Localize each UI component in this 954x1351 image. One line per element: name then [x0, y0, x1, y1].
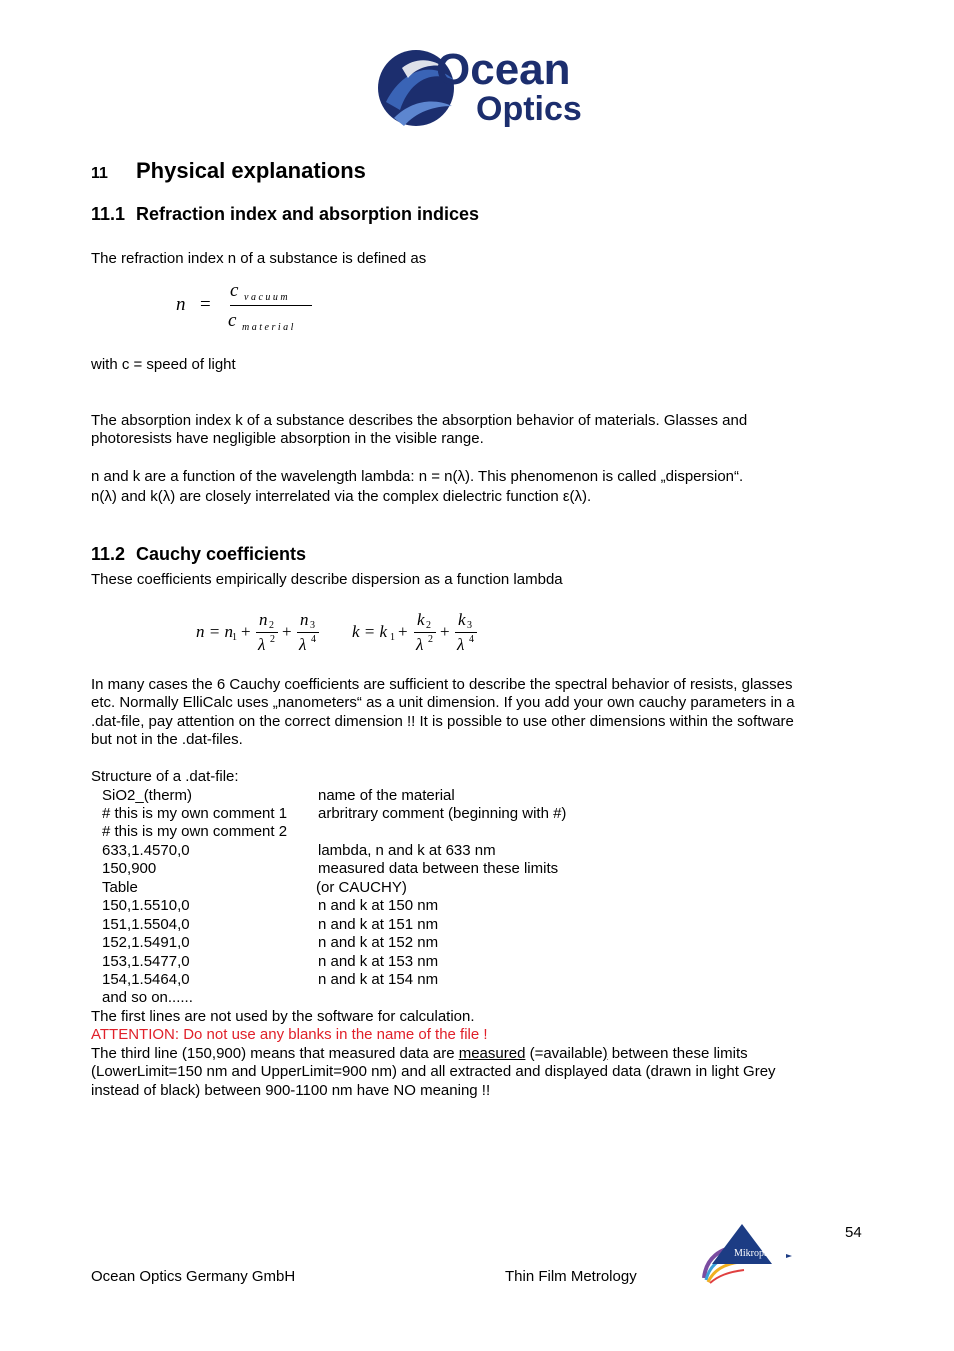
- cauchy-k3: k: [458, 610, 466, 629]
- cauchy-n-lhs-sub: 1: [232, 632, 237, 643]
- structure-desc: (or CAUCHY): [316, 879, 407, 896]
- note-text: The third line (150,900) means that measured data are: [91, 1045, 459, 1062]
- cauchy-k3-sub: 3: [467, 620, 472, 631]
- formula-numerator-sub: v a c u u m: [244, 292, 288, 303]
- cauchy-plus: +: [241, 622, 251, 641]
- note-text: between these limits: [607, 1045, 748, 1062]
- note-underlined: measured: [458, 1045, 526, 1062]
- logo-text-line2: Optics: [476, 90, 582, 128]
- cauchy-plus: +: [398, 622, 408, 641]
- fraction-bar: [256, 632, 278, 633]
- structure-code: 153,1.5477,0: [102, 953, 190, 970]
- structure-code: 154,1.5464,0: [102, 971, 190, 988]
- mikropack-logo: [700, 1222, 796, 1284]
- note-underlined: ): [602, 1045, 608, 1062]
- paragraph: n(λ) and k(λ) are closely interrelated via the complex dielectric function ε(λ).: [91, 488, 592, 505]
- structure-desc: n and k at 154 nm: [318, 971, 439, 988]
- subsection-2-title: Cauchy coefficients: [136, 544, 307, 564]
- structure-code: # this is my own comment 2: [102, 823, 288, 840]
- footer-product: Thin Film Metrology: [505, 1268, 637, 1285]
- cauchy-k-lhs-sub: 1: [390, 632, 395, 643]
- structure-desc: arbritrary comment (beginning with #): [318, 805, 567, 822]
- fraction-bar: [297, 632, 319, 633]
- formula-denominator-var: c: [228, 310, 237, 331]
- cauchy-lambda: λ: [457, 635, 465, 654]
- structure-desc: lambda, n and k at 633 nm: [318, 842, 496, 859]
- paragraph: The absorption index k of a substance describes the absorption behavior of materials. Glasses and: [91, 412, 748, 429]
- cauchy-pow2: 2: [270, 634, 275, 645]
- cauchy-plus: +: [440, 622, 450, 641]
- cauchy-pow2: 2: [428, 634, 433, 645]
- paragraph: n and k are a function of the wavelength lambda: n = n(λ). This phenomenon is called „dispersion“.: [91, 468, 744, 485]
- paragraph-line: In many cases the 6 Cauchy coefficients are sufficient to describe the spectral behavior of resists, glasses: [91, 676, 793, 693]
- structure-code: SiO2_(therm): [102, 787, 193, 804]
- formula-lhs: n: [176, 294, 186, 315]
- refraction-formula: [176, 282, 316, 338]
- cauchy-formula-n: [196, 608, 326, 658]
- structure-desc: n and k at 152 nm: [318, 934, 439, 951]
- paragraph-line: .dat-file, pay attention on the correct dimension !! It is possible to use other dimensions within the software: [91, 713, 794, 730]
- structure-code: 633,1.4570,0: [102, 842, 190, 859]
- subsection-1-title: Refraction index and absorption indices: [136, 204, 480, 224]
- page-number: 54: [845, 1224, 862, 1241]
- structure-desc: n and k at 150 nm: [318, 897, 439, 914]
- formula-equals: =: [200, 294, 211, 315]
- cauchy-n3: n: [300, 610, 309, 629]
- structure-title: Structure of a .dat-file:: [91, 768, 239, 785]
- note-text: (=available: [525, 1045, 603, 1062]
- paragraph: photoresists have negligible absorption in the visible range.: [91, 430, 484, 447]
- cauchy-pow4: 4: [469, 634, 474, 645]
- structure-desc: name of the material: [318, 787, 455, 804]
- cauchy-n3-sub: 3: [310, 620, 315, 631]
- logo-text-line1: Ocean: [436, 45, 571, 94]
- paragraph: with c = speed of light: [91, 356, 236, 373]
- paragraph: The refraction index n of a substance is defined as: [91, 250, 427, 267]
- cauchy-n2-sub: 2: [269, 620, 274, 631]
- note-line: (LowerLimit=150 nm and UpperLimit=900 nm) and all extracted and displayed data (drawn in light Grey: [91, 1063, 776, 1080]
- cauchy-lambda: λ: [258, 635, 266, 654]
- structure-code: Table: [102, 879, 138, 896]
- structure-code: 152,1.5491,0: [102, 934, 190, 951]
- fraction-bar: [414, 632, 436, 633]
- note-line: instead of black) between 900-1100 nm have NO meaning !!: [91, 1082, 491, 1099]
- subsection-2-number: 11.2: [91, 544, 126, 564]
- cauchy-k2-sub: 2: [426, 620, 431, 631]
- cauchy-lambda: λ: [299, 635, 307, 654]
- cauchy-k-lhs: k = k: [352, 622, 388, 641]
- cauchy-pow4: 4: [311, 634, 316, 645]
- paragraph-line: etc. Normally ElliCalc uses „nanometers“ as a unit dimension. If you add your own cauchy parameters in a: [91, 694, 795, 711]
- cauchy-plus: +: [282, 622, 292, 641]
- formula-numerator-var: c: [230, 280, 239, 301]
- section-number: 11: [91, 165, 108, 182]
- mikropack-text: Mikropack: [734, 1248, 778, 1259]
- cauchy-k2: k: [417, 610, 425, 629]
- structure-desc: measured data between these limits: [318, 860, 559, 877]
- ocean-optics-logo: [372, 40, 594, 132]
- attention-note: ATTENTION: Do not use any blanks in the name of the file !: [91, 1026, 488, 1043]
- footer-company: Ocean Optics Germany GmbH: [91, 1268, 296, 1285]
- subsection-1-number: 11.1: [91, 204, 126, 224]
- structure-code: 151,1.5504,0: [102, 916, 190, 933]
- cauchy-formula-k: [352, 608, 482, 658]
- cauchy-n2: n: [259, 610, 268, 629]
- structure-code: and so on......: [102, 989, 193, 1006]
- fraction-bar: [230, 305, 312, 306]
- structure-code: # this is my own comment 1: [102, 805, 288, 822]
- paragraph: These coefficients empirically describe dispersion as a function lambda: [91, 571, 563, 588]
- structure-code: 150,1.5510,0: [102, 897, 190, 914]
- note: The first lines are not used by the software for calculation.: [91, 1008, 475, 1025]
- note-line: [91, 1045, 748, 1064]
- structure-code: 150,900: [102, 860, 157, 877]
- cauchy-n-lhs: n = n: [196, 622, 233, 641]
- cauchy-lambda: λ: [416, 635, 424, 654]
- structure-desc: n and k at 153 nm: [318, 953, 439, 970]
- structure-desc: n and k at 151 nm: [318, 916, 439, 933]
- fraction-bar: [455, 632, 477, 633]
- paragraph-line: but not in the .dat-files.: [91, 731, 243, 748]
- section-title: Physical explanations: [136, 158, 366, 183]
- formula-denominator-sub: m a t e r i a l: [242, 322, 294, 333]
